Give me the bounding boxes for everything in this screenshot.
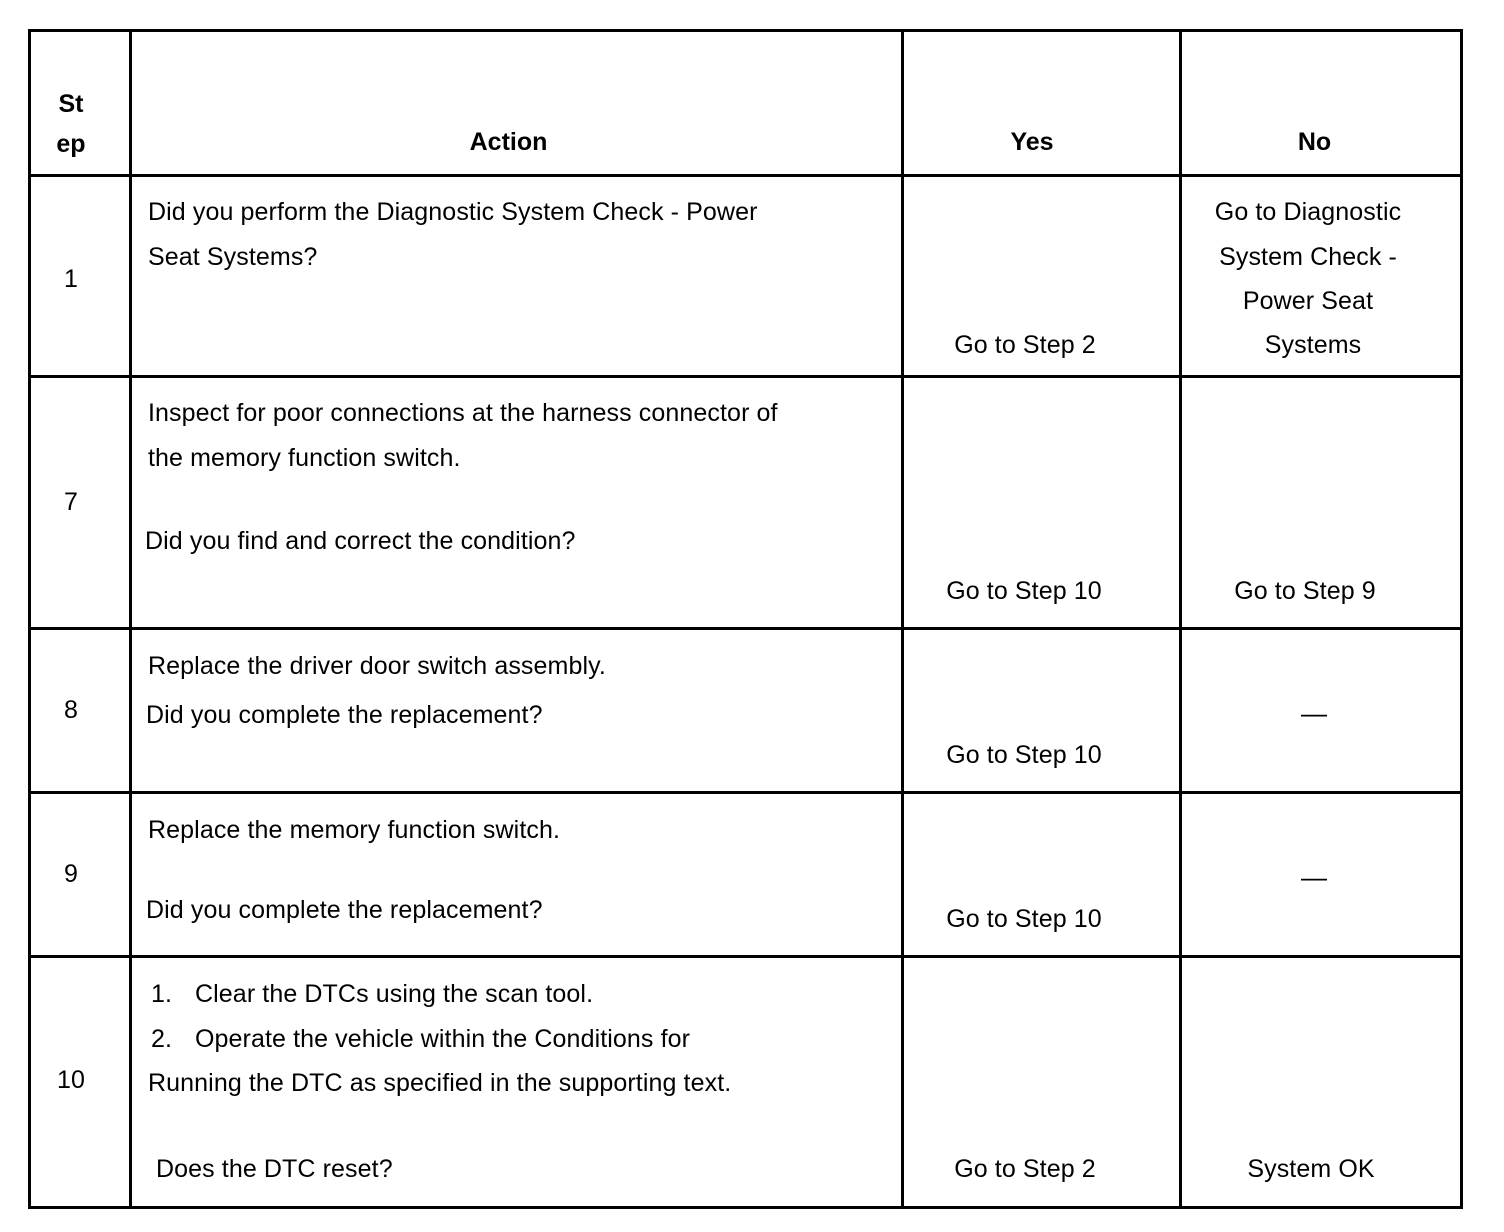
row-divider-1 bbox=[28, 375, 1463, 378]
action-text: Inspect for poor connections at the harness connector of bbox=[148, 399, 778, 427]
action-question: Did you complete the replacement? bbox=[146, 896, 543, 924]
row-divider-8 bbox=[28, 791, 1463, 794]
column-divider-action bbox=[901, 29, 904, 1209]
list-number: 2. bbox=[151, 1025, 173, 1053]
action-text: Seat Systems? bbox=[148, 243, 318, 271]
no-goto-line: Power Seat bbox=[1242, 287, 1374, 315]
header-yes: Yes bbox=[1010, 128, 1054, 156]
no-goto: Go to Step 9 bbox=[1234, 577, 1376, 605]
header-step bbox=[28, 84, 114, 164]
step-number: 1 bbox=[63, 265, 78, 293]
column-divider-step bbox=[129, 29, 132, 1209]
yes-goto: Go to Step 2 bbox=[954, 1155, 1096, 1183]
header-step-line2: ep bbox=[56, 130, 86, 158]
no-result: System OK bbox=[1247, 1155, 1375, 1183]
step-number: 9 bbox=[63, 860, 78, 888]
row-divider-7 bbox=[28, 627, 1463, 630]
action-text: Replace the driver door switch assembly. bbox=[148, 652, 606, 680]
no-goto-line: System Check - bbox=[1219, 243, 1397, 271]
header-action: Action bbox=[469, 128, 548, 156]
yes-goto: Go to Step 10 bbox=[946, 741, 1102, 769]
no-goto-line: Systems bbox=[1264, 331, 1362, 359]
list-item-continuation: Running the DTC as specified in the supporting text. bbox=[148, 1069, 732, 1097]
no-none-dash: — bbox=[1300, 862, 1328, 892]
table-border-bottom bbox=[28, 1206, 1463, 1209]
header-step-line1: St bbox=[58, 90, 84, 118]
no-goto-line: Go to Diagnostic bbox=[1214, 198, 1402, 226]
action-text: Did you perform the Diagnostic System Check - Power bbox=[148, 198, 758, 226]
yes-goto: Go to Step 2 bbox=[954, 331, 1096, 359]
action-question: Did you find and correct the condition? bbox=[145, 527, 576, 555]
action-text: Replace the memory function switch. bbox=[148, 816, 561, 844]
row-divider-header bbox=[28, 174, 1463, 177]
step-number: 7 bbox=[63, 488, 78, 516]
header-no: No bbox=[1297, 128, 1332, 156]
yes-goto: Go to Step 10 bbox=[946, 905, 1102, 933]
table-border-top bbox=[28, 29, 1463, 32]
list-number: 1. bbox=[151, 980, 173, 1008]
row-divider-9 bbox=[28, 955, 1463, 958]
table-border-right bbox=[1460, 29, 1463, 1209]
list-item-text: Clear the DTCs using the scan tool. bbox=[195, 980, 594, 1008]
yes-goto: Go to Step 10 bbox=[946, 577, 1102, 605]
step-number: 8 bbox=[63, 696, 78, 724]
action-text: the memory function switch. bbox=[148, 444, 461, 472]
action-question: Did you complete the replacement? bbox=[146, 701, 543, 729]
step-number: 10 bbox=[56, 1066, 85, 1094]
list-item-text: Operate the vehicle within the Conditions for bbox=[195, 1025, 691, 1053]
action-question: Does the DTC reset? bbox=[156, 1155, 393, 1183]
no-none-dash: — bbox=[1300, 698, 1328, 728]
table-border-left bbox=[28, 29, 31, 1209]
